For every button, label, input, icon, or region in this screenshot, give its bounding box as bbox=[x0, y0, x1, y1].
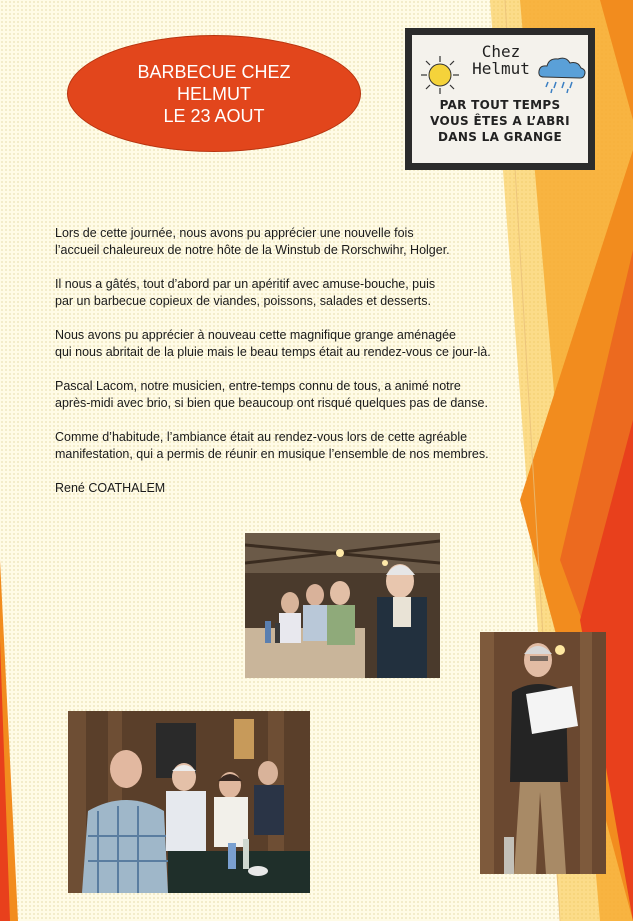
rain-cloud-icon bbox=[536, 53, 588, 95]
sign-line-3: PAR TOUT TEMPS bbox=[439, 98, 561, 112]
sign-line-2: Helmut bbox=[472, 59, 530, 78]
signature: René COATHALEM bbox=[55, 481, 166, 495]
title-line-2: HELMUT bbox=[176, 83, 251, 104]
sign-line-5: DANS LA GRANGE bbox=[438, 130, 562, 144]
title-line-3: LE 23 AOUT bbox=[163, 105, 265, 126]
paragraph-3: Nous avons pu apprécier à nouveau cette magnifique grange aménagée qui nous abritait de la pluie mais le beau temps était au rendez-vous ce jour-là. bbox=[55, 328, 491, 359]
photo-group-table bbox=[245, 533, 440, 678]
title-badge bbox=[67, 35, 361, 152]
paragraph-5: Comme d’habitude, l’ambiance était au rendez-vous lors de cette agréable manifestation, qui a permis de réunir en musique l’ensemble de nos membres. bbox=[55, 430, 489, 461]
title-line-1: BARBECUE CHEZ bbox=[137, 61, 291, 82]
sign-photo bbox=[405, 28, 595, 170]
paragraph-4: Pascal Lacom, notre musicien, entre-temps connu de tous, a animé notre après-midi avec brio, si bien que beaucoup ont risqué quelques pas de danse. bbox=[55, 379, 488, 410]
sun-icon bbox=[420, 55, 460, 95]
photo-speaker bbox=[480, 632, 606, 874]
article-body bbox=[55, 225, 555, 514]
photo-seated-guests bbox=[68, 711, 310, 893]
paragraph-1: Lors de cette journée, nous avons pu apprécier une nouvelle fois l’accueil chaleureux de notre hôte de la Winstub de Rorschwihr, Holger. bbox=[55, 226, 450, 257]
sign-text bbox=[420, 97, 580, 145]
sign-heading bbox=[464, 43, 538, 77]
sign-line-4: VOUS ÊTES A L’ABRI bbox=[430, 114, 570, 128]
paragraph-2: Il nous a gâtés, tout d’abord par un apéritif avec amuse-bouche, puis par un barbecue copieux de viandes, poissons, salades et desserts. bbox=[55, 277, 436, 308]
sign-line-1: Chez bbox=[481, 42, 521, 61]
